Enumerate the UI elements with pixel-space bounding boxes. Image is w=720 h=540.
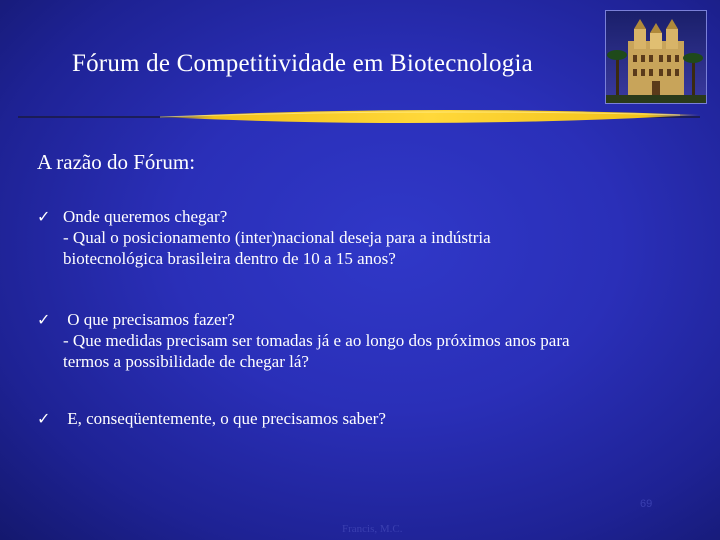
bullet-line: - Qual o posicionamento (inter)nacional deseja para a indústria (63, 228, 491, 247)
bullet-line: - Que medidas precisam ser tomadas já e ao longo dos próximos anos para (63, 331, 570, 350)
gold-divider (0, 103, 720, 133)
check-icon: ✓ (37, 207, 51, 226)
author-footer: Francis, M.C. (342, 523, 403, 535)
check-icon: ✓ (37, 409, 51, 428)
bullet-item (37, 206, 491, 269)
check-icon: ✓ (37, 310, 51, 329)
bullet-lead: E, conseqüentemente, o que precisamos saber? (63, 409, 386, 428)
bullet-item (37, 408, 386, 429)
page-number: 69 (640, 498, 653, 510)
building-photo (605, 10, 707, 104)
bullet-lead: Onde queremos chegar? (63, 207, 228, 226)
bullet-item (37, 309, 570, 372)
bullet-lead: O que precisamos fazer? (63, 310, 235, 329)
bullet-line: termos a possibilidade de chegar lá? (63, 352, 309, 371)
section-heading: A razão do Fórum: (37, 150, 196, 174)
bullet-line: biotecnológica brasileira dentro de 10 a 15 anos? (63, 249, 396, 268)
slide-title: Fórum de Competitividade em Biotecnologia (72, 50, 533, 77)
